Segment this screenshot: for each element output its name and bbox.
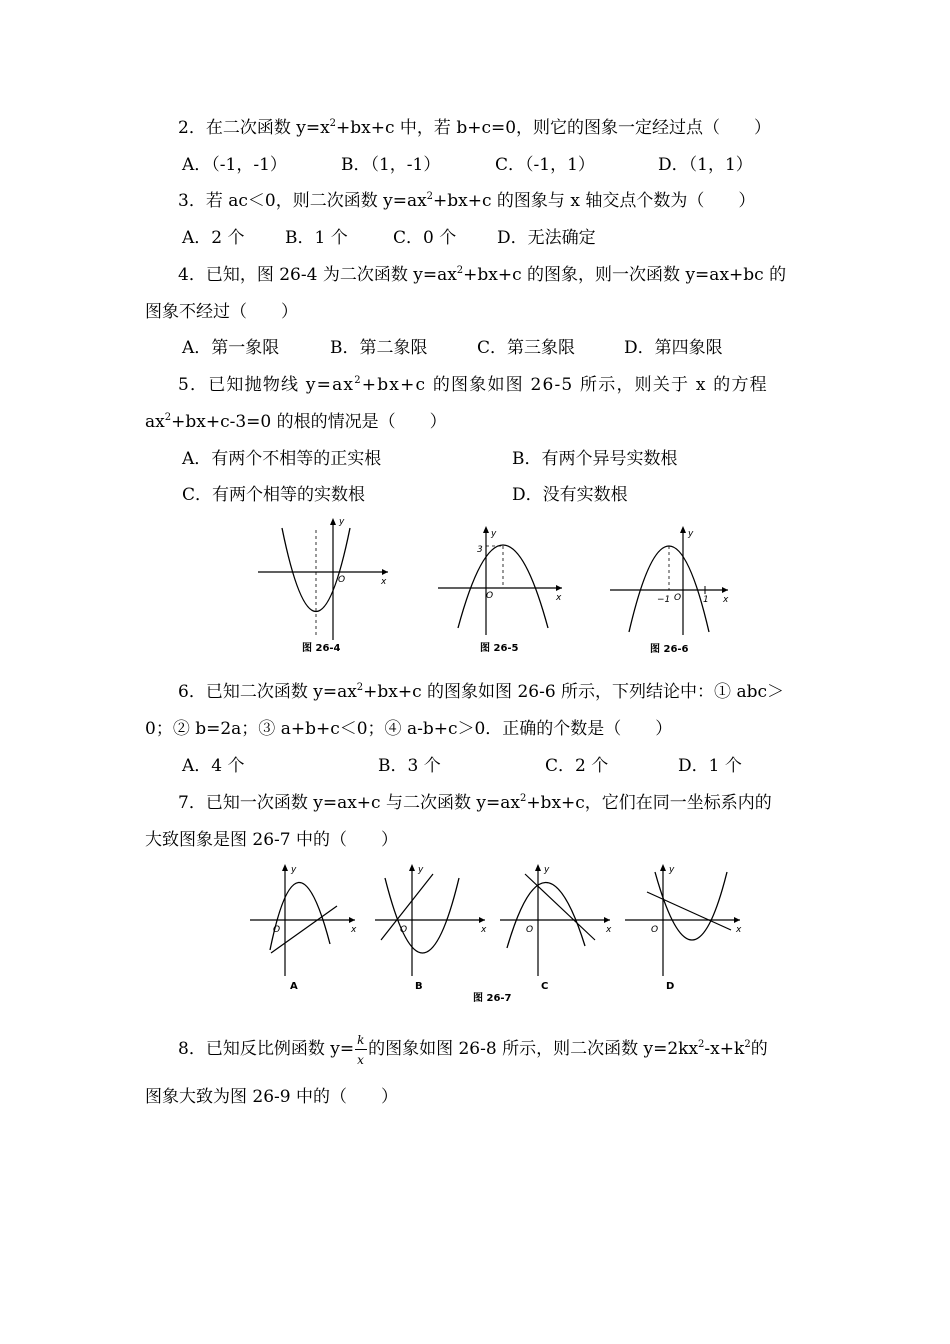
figure-26-7-d: [625, 864, 742, 992]
fig-26-7-a-y-label: y: [291, 865, 297, 875]
q8-stem-cont: 图象大致为图 26-9 中的（ ）: [145, 1087, 398, 1107]
fig-26-7-c-y-label: y: [544, 865, 550, 875]
q3-option-b: B．1 个: [285, 228, 348, 248]
fig-26-6-tick-neg1: −1: [657, 595, 671, 605]
fig-26-7-b-y-label: y: [418, 865, 424, 875]
q6-stem-cont: 0；② b=2a；③ a+b+c＜0；④ a-b+c＞0．正确的个数是（ ）: [145, 719, 673, 739]
fig-26-4-x-label: x: [381, 577, 387, 587]
q2-option-d: D．（1，1）: [658, 155, 753, 175]
q7-stem: 7．已知一次函数 y=ax+c 与二次函数 $y=ax^2+bx+c$，它们在同一坐标系内的: [178, 793, 772, 813]
q3-option-c: C．0 个: [393, 228, 457, 248]
q2-option-b: B．（1，-1）: [341, 155, 441, 175]
q4-option-b: B．第二象限: [330, 338, 428, 358]
q6-stem: 6．已知二次函数 $y=ax^2+bx+c$ 的图象如图 26-6 所示，下列结论中：① abc＞: [178, 682, 784, 702]
q5-option-d: D．没有实数根: [512, 485, 628, 505]
fig-26-7-d-y-label: y: [669, 865, 675, 875]
figure-26-5: [438, 526, 562, 654]
figure-26-4: [258, 517, 388, 654]
q5-stem: 5．已知抛物线 $y=ax^2+bx+c$ 的图象如图 26-5 所示，则关于 x 的方程: [178, 375, 768, 395]
fig-26-6-tick-1: 1: [703, 595, 709, 605]
q6-option-d: D．1 个: [678, 756, 742, 776]
fig-26-6-y-label: y: [688, 529, 694, 539]
fig-26-5-y-label: y: [491, 529, 497, 539]
fig-26-7-a-x-label: x: [351, 925, 357, 935]
fig-26-7-a-origin: O: [273, 925, 281, 935]
q4-stem-cont: 图象不经过（ ）: [145, 302, 298, 322]
q5-option-b: B．有两个异号实数根: [512, 449, 678, 469]
fig-26-7-b-origin: O: [400, 925, 408, 935]
fig-26-7-label-d: D: [666, 981, 675, 992]
q4-stem: 4．已知，图 26-4 为二次函数 $y=ax^2+bx+c$ 的图象，则一次函数 y=ax+bc 的: [178, 265, 787, 285]
q5-option-a: A．有两个不相等的正实根: [182, 449, 382, 469]
q7-stem-cont: 大致图象是图 26-7 中的（ ）: [145, 830, 398, 850]
fig-26-7-caption: 图 26-7: [473, 993, 512, 1004]
fig-26-7-label-a: A: [290, 981, 298, 992]
fig-26-6-x-label: x: [723, 595, 729, 605]
q3-stem: 3．若 ac＜0，则二次函数 $y=ax^2+bx+c$ 的图象与 x 轴交点个数为（ ）: [178, 191, 756, 211]
figure-26-7-b: [375, 864, 487, 992]
figure-26-7: [245, 858, 755, 1008]
q8-stem: 8．已知反比例函数 y= $\frac{k}{x}$ 的图象如图 26-8 所示，则二次函数 $y=2kx^2-x+k^2$的: [178, 1032, 768, 1067]
fig-26-7-label-c: C: [541, 981, 549, 992]
q5-option-c: C．有两个相等的实数根: [182, 485, 366, 505]
q4-option-d: D．第四象限: [624, 338, 723, 358]
fig-26-4-y-label: y: [339, 517, 345, 527]
q2-stem: 2．在二次函数 $y=x^2+bx+c$ 中，若 b+c=0，则它的图象一定经过点（ ）: [178, 118, 772, 138]
q6-option-c: C．2 个: [545, 756, 609, 776]
fig-26-4-origin: O: [338, 575, 346, 585]
figure-26-7-c: [500, 864, 612, 992]
q2-option-a: A．（-1，-1）: [182, 155, 287, 175]
fig-26-5-caption: 图 26-5: [480, 643, 519, 654]
fig-26-4-caption: 图 26-4: [302, 643, 341, 654]
q3-option-d: D．无法确定: [497, 228, 596, 248]
q5-stem-cont: $ax^2+bx+c-3=0$ 的根的情况是（ ）: [145, 412, 447, 432]
fig-26-6-caption: 图 26-6: [650, 644, 689, 655]
fraction-k-over-x: $\frac{k}{x}$: [354, 1039, 368, 1061]
figures-26-4-to-26-6: [250, 510, 750, 660]
q6-option-b: B．3 个: [378, 756, 441, 776]
q4-option-c: C．第三象限: [477, 338, 576, 358]
fig-26-7-d-x-label: x: [736, 925, 742, 935]
fig-26-7-d-origin: O: [651, 925, 659, 935]
figure-26-6: [610, 526, 729, 655]
q6-option-a: A．4 个: [182, 756, 245, 776]
fig-26-7-c-origin: O: [526, 925, 534, 935]
fig-26-7-label-b: B: [415, 981, 423, 992]
fig-26-5-origin: O: [486, 591, 494, 601]
q4-option-a: A．第一象限: [182, 338, 280, 358]
figure-26-7-a: [250, 864, 357, 992]
q2-option-c: C．（-1，1）: [495, 155, 595, 175]
fig-26-7-c-x-label: x: [606, 925, 612, 935]
q3-option-a: A．2 个: [182, 228, 245, 248]
fig-26-5-tick-3: 3: [477, 545, 483, 555]
fig-26-7-b-x-label: x: [481, 925, 487, 935]
fig-26-6-origin: O: [674, 593, 682, 603]
fig-26-5-x-label: x: [556, 593, 562, 603]
